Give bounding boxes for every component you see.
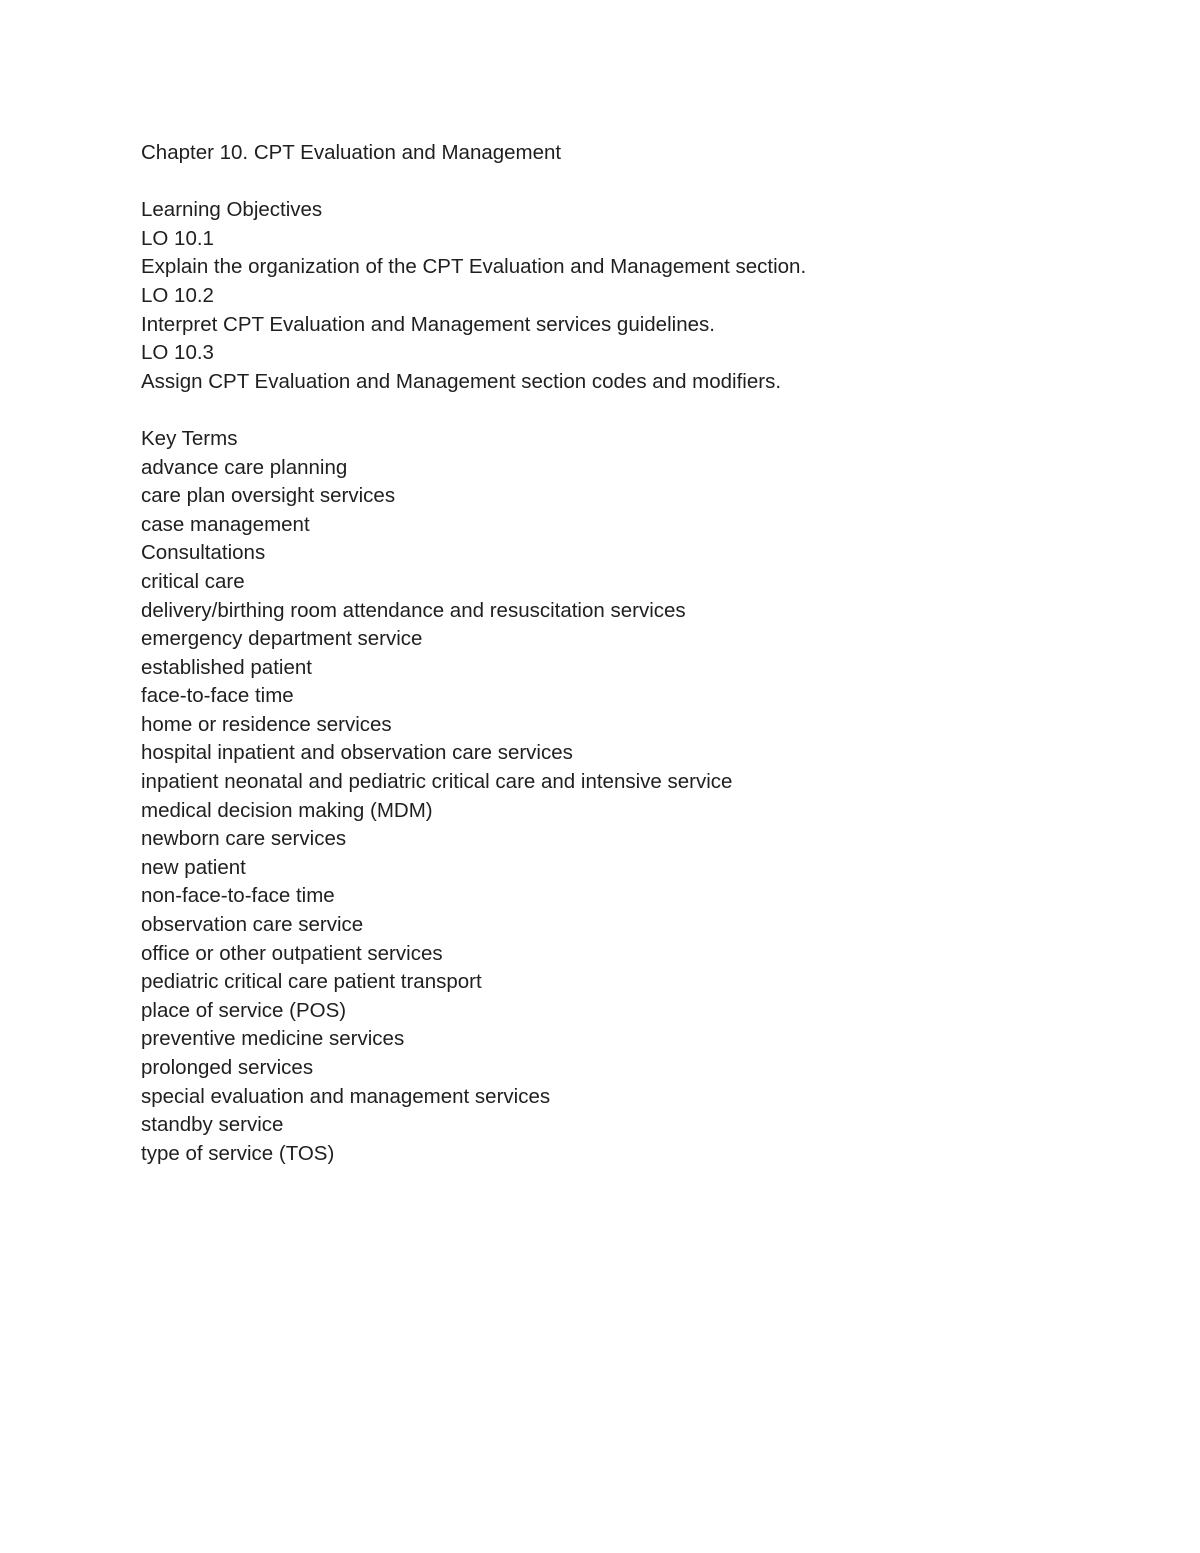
objective-text: Assign CPT Evaluation and Management section codes and modifiers. [141,369,782,393]
document-body [141,139,1121,1168]
key-term: new patient [141,855,246,879]
chapter-title: Chapter 10. CPT Evaluation and Management [141,141,562,164]
key-term: medical decision making (MDM) [141,798,433,822]
key-term: Consultations [141,541,266,565]
key-term: office or other outpatient services [141,941,443,965]
key-term: place of service (POS) [141,998,347,1022]
key-term: inpatient neonatal and pediatric critical care and intensive service [141,770,733,794]
key-term: type of service (TOS) [141,1141,335,1165]
key-term: care plan oversight services [141,484,396,508]
key-term: pediatric critical care patient transport [141,970,482,994]
key-term: critical care [141,569,245,593]
key-term: standby service [141,1113,284,1137]
objective-code: LO 10.1 [141,226,214,250]
key-term: newborn care services [141,827,347,851]
key-term: observation care service [141,913,364,937]
key-term: non-face-to-face time [141,884,335,908]
objective-code: LO 10.2 [141,283,214,307]
key-term: delivery/birthing room attendance and resuscitation services [141,598,686,622]
key-term: preventive medicine services [141,1027,405,1051]
key-term: special evaluation and management services [141,1084,551,1108]
objective-text: Interpret CPT Evaluation and Management services guidelines. [141,312,715,336]
objective-code: LO 10.3 [141,341,214,365]
key-term: home or residence services [141,712,392,736]
objectives-heading: Learning Objectives [141,198,323,222]
key-term: face-to-face time [141,684,294,708]
blank-line [141,168,1121,197]
key-term: case management [141,512,310,536]
key-term: emergency department service [141,627,423,651]
key-terms-list [141,454,1121,1169]
key-terms-heading: Key Terms [141,426,238,450]
key-term: advance care planning [141,455,348,479]
key-term: hospital inpatient and observation care services [141,741,573,765]
key-term: prolonged services [141,1056,314,1079]
key-term: established patient [141,655,312,679]
objective-text: Explain the organization of the CPT Evaluation and Management section. [141,255,807,279]
blank-line [141,396,1121,425]
